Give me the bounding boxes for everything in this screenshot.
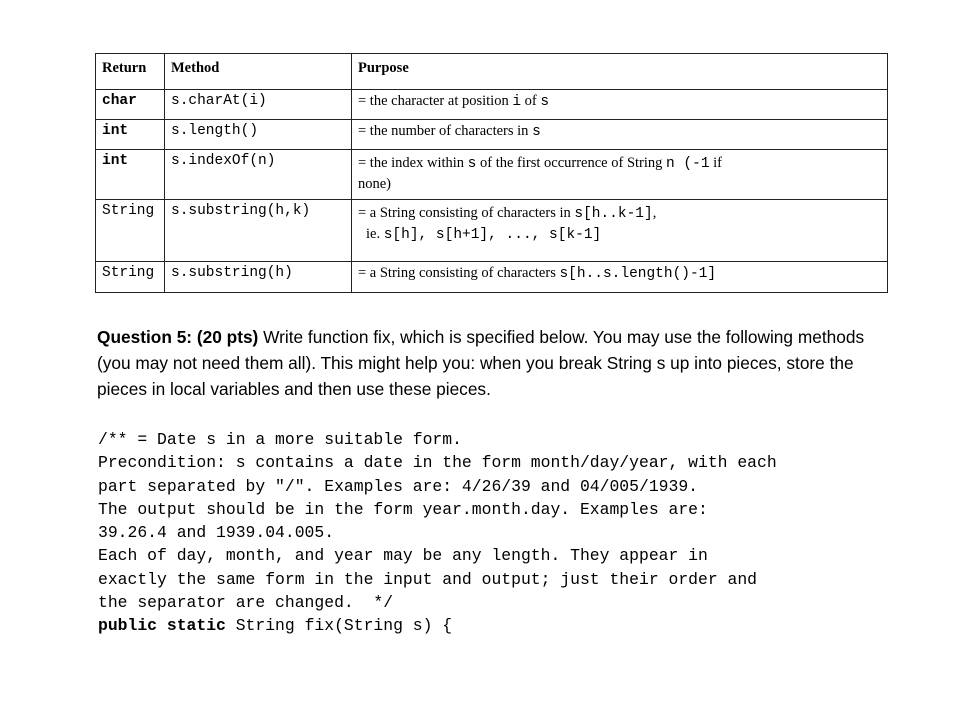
table-header-row <box>96 54 888 90</box>
method-purpose: = the character at position i of s <box>352 90 888 120</box>
method-signature: s.charAt(i) <box>165 90 352 120</box>
method-purpose: = a String consisting of characters in s[h..k-1], ie. s[h], s[h+1], ..., s[k-1] <box>352 200 888 262</box>
code-line: 39.26.4 and 1939.04.005. <box>98 523 335 543</box>
return-type: int <box>96 150 165 200</box>
table-row <box>96 200 888 262</box>
code-line: Each of day, month, and year may be any length. They appear in <box>98 546 708 566</box>
method-signature: s.substring(h) <box>165 262 352 293</box>
method-purpose: = the number of characters in s <box>352 120 888 150</box>
return-type: char <box>96 90 165 120</box>
question-text <box>97 324 867 402</box>
return-type: int <box>96 120 165 150</box>
signature-rest: String fix(String s) { <box>225 616 453 636</box>
function-signature <box>98 614 898 637</box>
return-type: String <box>96 200 165 262</box>
method-signature: s.indexOf(n) <box>165 150 352 200</box>
table-row <box>96 150 888 200</box>
code-block <box>98 428 898 638</box>
method-signature: s.substring(h,k) <box>165 200 352 262</box>
table-row <box>96 120 888 150</box>
return-type: String <box>96 262 165 293</box>
methods-table <box>95 53 888 293</box>
code-line: The output should be in the form year.month.day. Examples are: <box>98 499 708 519</box>
header-return: Return <box>96 54 165 90</box>
question-label: Question 5: (20 pts) <box>97 327 259 347</box>
method-purpose: = a String consisting of characters s[h..s.length()-1] <box>352 262 888 293</box>
method-signature: s.length() <box>165 120 352 150</box>
code-line: /** = Date s in a more suitable form. <box>98 430 462 449</box>
code-line: exactly the same form in the input and output; just their order and <box>98 569 758 589</box>
header-purpose: Purpose <box>352 54 888 90</box>
question-body: Write function fix, which is specified below. You may use the following methods (you may not need them all). This might help you: when you break String s up into pieces, store the pieces in local variables and then use these pieces. <box>97 327 865 399</box>
header-method: Method <box>165 54 352 90</box>
code-line: part separated by "/". Examples are: 4/26/39 and 04/005/1939. <box>98 476 698 496</box>
method-purpose: = the index within s of the first occurrence of String n (-1 if none) <box>352 150 888 200</box>
table-row <box>96 262 888 293</box>
code-line: Precondition: s contains a date in the form month/day/year, with each <box>98 453 777 473</box>
code-line: the separator are changed. */ <box>98 593 394 613</box>
signature-keywords: public static <box>98 616 226 636</box>
table-row <box>96 90 888 120</box>
